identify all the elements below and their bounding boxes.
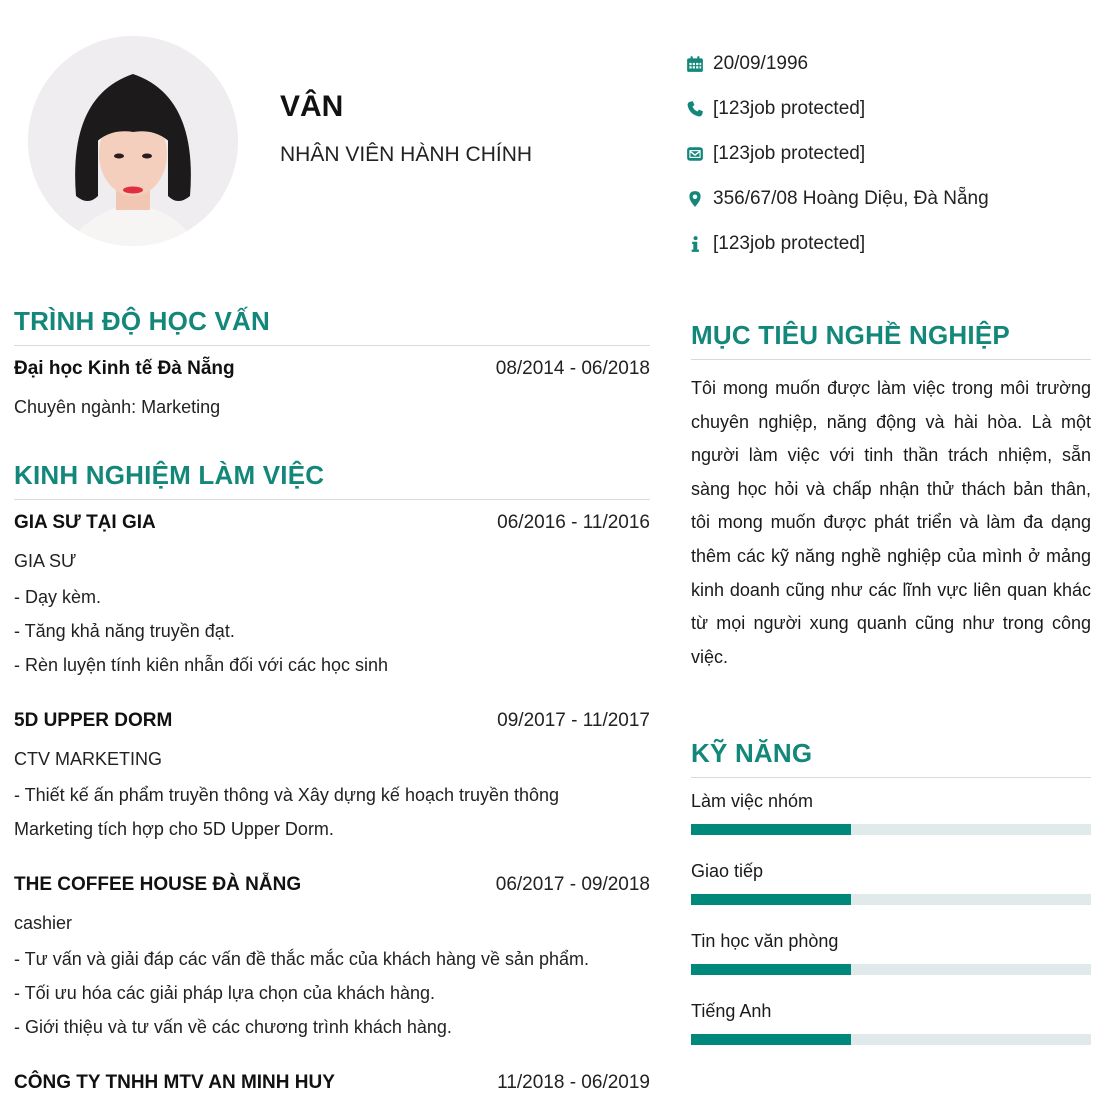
entry-date: 08/2014 - 06/2018 <box>495 358 650 379</box>
skill-bar-fill <box>691 824 851 835</box>
entry-date: 09/2017 - 11/2017 <box>497 710 650 731</box>
contact-phone <box>685 86 989 131</box>
contact-value: [123job protected] <box>713 232 866 254</box>
skill-bar-fill <box>691 964 851 975</box>
duty-line: - Giới thiệu và tư vấn về các chương trình khách hàng. <box>14 1017 452 1037</box>
company-name: CÔNG TY TNHH MTV AN MINH HUY <box>14 1072 335 1093</box>
entry-date: 06/2017 - 09/2018 <box>495 874 650 895</box>
company-name: THE COFFEE HOUSE ĐÀ NẴNG <box>14 874 302 895</box>
contact-list <box>685 41 989 266</box>
skill-label: Tin học văn phòng <box>691 931 839 952</box>
map-marker-icon <box>685 189 705 209</box>
contact-info <box>685 221 989 266</box>
candidate-title: NHÂN VIÊN HÀNH CHÍNH <box>280 143 533 166</box>
contact-address <box>685 176 989 221</box>
company-name: 5D UPPER DORM <box>14 710 173 731</box>
duty-line: - Rèn luyện tính kiên nhẫn đối với các học sinh <box>14 655 389 675</box>
job-role: cashier <box>14 913 73 933</box>
section-title: KINH NGHIỆM LÀM VIỆC <box>14 460 650 500</box>
section-title: MỤC TIÊU NGHỀ NGHIỆP <box>691 320 1091 360</box>
calendar-icon <box>685 54 705 74</box>
skill-bar <box>691 964 1091 975</box>
experience-entry <box>14 1072 650 1102</box>
skill-bar <box>691 1034 1091 1045</box>
skill-item <box>691 926 1091 996</box>
section-title: TRÌNH ĐỘ HỌC VẤN <box>14 306 650 346</box>
profile-photo <box>28 36 238 246</box>
duty-line: - Tối ưu hóa các giải pháp lựa chọn của khách hàng. <box>14 983 436 1003</box>
contact-value: 356/67/08 Hoàng Diệu, Đà Nẵng <box>713 187 989 209</box>
skills-section <box>691 738 1091 1066</box>
skill-label: Giao tiếp <box>691 861 764 882</box>
entry-date: 11/2018 - 06/2019 <box>497 1072 650 1093</box>
experience-section <box>14 460 650 1102</box>
contact-email <box>685 131 989 176</box>
duty-line: - Tư vấn và giải đáp các vấn đề thắc mắc của khách hàng về sản phẩm. <box>14 949 590 969</box>
experience-entry <box>14 874 650 1044</box>
duty-line: - Dạy kèm. <box>14 587 102 607</box>
contact-value: [123job protected] <box>713 142 866 164</box>
education-section <box>14 306 650 426</box>
skill-bar-fill <box>691 1034 851 1045</box>
experience-entry <box>14 710 650 846</box>
skill-item <box>691 786 1091 856</box>
left-column <box>14 306 650 1102</box>
candidate-name: VÂN <box>280 90 344 123</box>
experience-entry <box>14 512 650 682</box>
job-role: GIA SƯ <box>14 551 77 571</box>
section-title: KỸ NĂNG <box>691 738 1091 778</box>
duty-line: Marketing tích hợp cho 5D Upper Dorm. <box>14 819 334 839</box>
skill-item <box>691 856 1091 926</box>
phone-icon <box>685 99 705 119</box>
entry-date: 06/2016 - 11/2016 <box>497 512 650 533</box>
job-role: CTV MARKETING <box>14 749 163 769</box>
objective-text: Tôi mong muốn được làm việc trong môi trường chuyên nghiệp, năng động và hài hòa. Là một người làm việc với tinh thần trách nhiệm, sẵn sàng học hỏi và chấp nhận thử thách bản thân, tôi mong muốn được phát triển và làm đa dạng thêm các kỹ năng nghề nghiệp của mình ở mảng kinh doanh cũng như các lĩnh vực liên quan khác từ mọi người xung quanh cũng như trong công việc. <box>691 378 1091 667</box>
education-entry <box>14 358 650 426</box>
skill-bar <box>691 894 1091 905</box>
skill-label: Tiếng Anh <box>691 1001 772 1022</box>
company-name: GIA SƯ TẠI GIA <box>14 512 156 533</box>
contact-value: [123job protected] <box>713 97 866 119</box>
avatar <box>28 36 238 246</box>
email-icon <box>685 144 705 164</box>
major: Chuyên ngành: Marketing <box>14 397 221 417</box>
duty-line: - Thiết kế ấn phẩm truyền thông và Xây dựng kế hoạch truyền thông <box>14 785 560 805</box>
objective-section <box>691 320 1091 674</box>
duty-line: - Tăng khả năng truyền đạt. <box>14 621 235 641</box>
contact-value: 20/09/1996 <box>713 52 809 74</box>
skill-label: Làm việc nhóm <box>691 791 814 812</box>
contact-birthday <box>685 41 989 86</box>
info-icon <box>685 234 705 254</box>
skill-item <box>691 996 1091 1066</box>
school-name: Đại học Kinh tế Đà Nẵng <box>14 358 235 379</box>
right-column <box>691 320 1091 1066</box>
skill-bar-fill <box>691 894 851 905</box>
skill-bar <box>691 824 1091 835</box>
